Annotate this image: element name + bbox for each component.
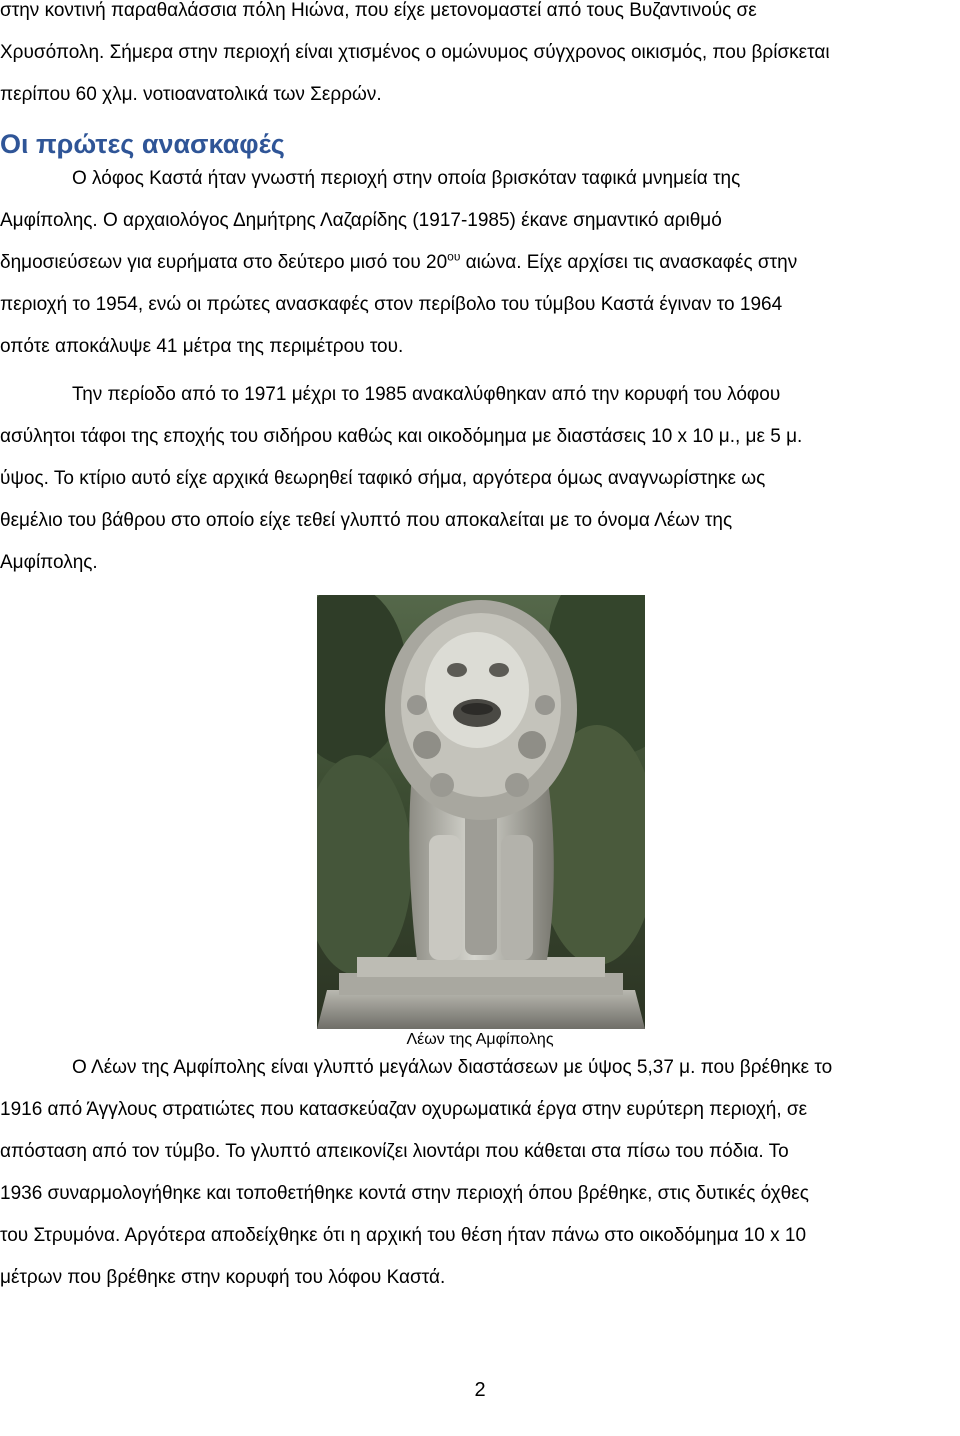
figure-caption: Λέων της Αμφίπολης xyxy=(406,1031,554,1048)
text-line: 1936 συναρμολογήθηκε και τοποθετήθηκε κοντά στην περιοχή όπου βρέθηκε, στις δυτικές όχθες xyxy=(0,1183,809,1204)
text-line: Χρυσόπολη. Σήμερα στην περιοχή είναι χτισμένος ο ομώνυμος σύγχρονος οικισμός, που βρίσκεται xyxy=(0,42,830,63)
paragraph-period xyxy=(0,374,960,584)
paragraph-excavations xyxy=(0,158,960,368)
text-span: αιώνα. Είχε αρχίσει τις ανασκαφές στην xyxy=(460,252,798,273)
text-line: Ο λόφος Καστά ήταν γνωστή περιοχή στην οποία βρισκόταν ταφικά μνημεία της xyxy=(72,168,741,189)
text-line: στην κοντινή παραθαλάσσια πόλη Ηιώνα, που είχε μετονομαστεί από τους Βυζαντινούς σε xyxy=(0,0,757,21)
text-line: μέτρων που βρέθηκε στην κορυφή του λόφου Καστά. xyxy=(0,1267,446,1288)
lion-statue-photo xyxy=(317,595,645,1029)
page-number: 2 xyxy=(474,1379,486,1401)
intro-paragraph xyxy=(0,0,960,116)
text-line: ασύλητοι τάφοι της εποχής του σιδήρου καθώς και οικοδόμημα με διαστάσεις 10 x 10 μ., με 5 μ. xyxy=(0,426,803,447)
text-line: περιοχή το 1954, ενώ οι πρώτες ανασκαφές στον περίβολο του τύμβου Καστά έγιναν το 1964 xyxy=(0,294,783,315)
paragraph-lion xyxy=(0,1047,960,1299)
text-span: δημοσιεύσεων για ευρήματα στο δεύτερο μισό του 20 xyxy=(0,252,448,273)
text-line: ύψος. Το κτίριο αυτό είχε αρχικά θεωρηθεί ταφικό σήμα, αργότερα όμως αναγνωρίστηκε ως xyxy=(0,468,766,489)
text-line: περίπου 60 χλμ. νοτιοανατολικά των Σερρών. xyxy=(0,84,382,105)
text-line: θεμέλιο του βάθρου στο οποίο είχε τεθεί γλυπτό που αποκαλείται με το όνομα Λέων της xyxy=(0,510,733,531)
text-line: απόσταση από τον τύμβο. Το γλυπτό απεικονίζει λιοντάρι που κάθεται στα πίσω του πόδια. Το xyxy=(0,1141,789,1162)
lion-statue-image xyxy=(317,595,645,1029)
text-line: του Στρυμόνα. Αργότερα αποδείχθηκε ότι η αρχική του θέση ήταν πάνω στο οικοδόμημα 10 x 10 xyxy=(0,1225,807,1246)
section-heading: Οι πρώτες ανασκαφές xyxy=(0,129,285,159)
text-line-with-superscript xyxy=(0,242,960,284)
text-line: οπότε αποκάλυψε 41 μέτρα της περιμέτρου του. xyxy=(0,336,404,357)
text-line: 1916 από Άγγλους στρατιώτες που κατασκεύαζαν οχυρωματικά έργα στην ευρύτερη περιοχή, σε xyxy=(0,1099,808,1120)
text-line: Αμφίπολης. Ο αρχαιολόγος Δημήτρης Λαζαρίδης (1917-1985) έκανε σημαντικό αριθμό xyxy=(0,210,722,231)
text-line: Την περίοδο από το 1971 μέχρι το 1985 ανακαλύφθηκαν από την κορυφή του λόφου xyxy=(72,384,781,405)
superscript: ου xyxy=(447,249,461,264)
text-line: Αμφίπολης. xyxy=(0,552,98,573)
text-line: Ο Λέων της Αμφίπολης είναι γλυπτό μεγάλων διαστάσεων με ύψος 5,37 μ. που βρέθηκε το xyxy=(72,1057,833,1078)
